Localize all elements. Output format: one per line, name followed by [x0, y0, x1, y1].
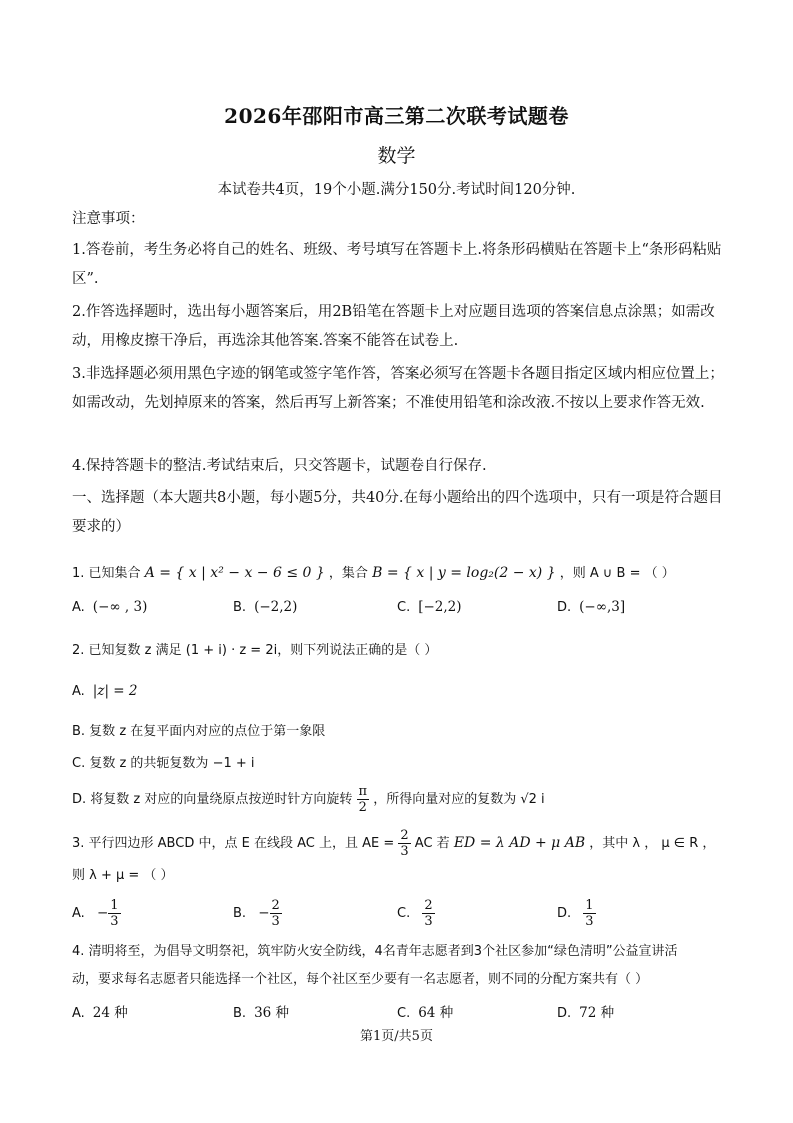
q3-vector-equation: ED = λ AD + μ AB [453, 835, 586, 851]
q2-option-d: D. 将复数 z 对应的向量绕原点按逆时针方向旋转 $\frac{\pi}{2}$ ，所得向量对应的复数为 √2 i [72, 784, 545, 815]
subject-title: 数学 [377, 145, 416, 167]
exam-title: 2026年邵阳市高三第二次联考试题卷 [224, 104, 569, 128]
q1-prefix: 1. 已知集合 [72, 566, 141, 581]
q3-option-d: D. $\frac{1}{3}$ [557, 898, 594, 929]
q4-option-c: C. 64 种 [397, 1005, 454, 1021]
q2-option-b: B. 复数 z 在复平面内对应的点位于第一象限 [72, 724, 326, 739]
q2-option-a: A. |z| = 2 [72, 683, 138, 699]
question-2-stem: 2. 已知复数 z 满足 (1 + i) · z = 2i，则下列说法正确的是（ ） [72, 643, 438, 658]
notice-item-1: 1.答卷前，考生务必将自己的姓名、班级、考号填写在答题卡上.将条形码横贴在答题卡上“条形码粘贴区”. [72, 242, 722, 287]
q4-option-d: D. 72 种 [557, 1005, 615, 1021]
q3-fraction: $\frac{2}{3}$ [400, 828, 409, 859]
q1-set-b: B = { x | y = log₂(2 − x) } [372, 565, 556, 581]
q1-option-c: C. [−2,2) [397, 599, 462, 615]
q4-option-b: B. 36 种 [233, 1005, 290, 1021]
q2-option-c: C. 复数 z 的共轭复数为 −1 + i [72, 756, 255, 771]
q4-option-a: A. 24 种 [72, 1005, 128, 1021]
q1-set-a: A = { x | x² − x − 6 ≤ 0 } [144, 565, 325, 581]
q1-mid: ，集合 [328, 566, 368, 581]
q3-option-c: C. $\frac{2}{3}$ [397, 898, 433, 929]
q3-option-a: A. − $\frac{1}{3}$ [72, 898, 119, 929]
question-3-stem: 3. 平行四边形 ABCD 中，点 E 在线段 AC 上，且 AE = $\frac{2}{3}$ AC 若 ED = λ AD + μ AB ，其中 λ ， μ ∈ R ， [72, 828, 716, 859]
q1-option-a: A. (−∞ , 3) [72, 599, 148, 615]
question-3-line-2: 则 λ + μ = （ ） [72, 868, 174, 883]
notice-heading: 注意事项： [72, 211, 145, 227]
q1-option-b: B. (−2,2) [233, 599, 298, 615]
page-footer: 第1页/共5页 [360, 1029, 433, 1044]
notice-item-4: 4.保持答题卡的整洁.考试结束后，只交答题卡，试题卷自行保存. [72, 458, 487, 474]
question-4-line-1: 4. 清明将至，为倡导文明祭祀，筑牢防火安全防线，4名青年志愿者到3个社区参加“绿色清明”公益宣讲活 [72, 944, 678, 959]
section-1-heading: 一、选择题（本大题共8小题，每小题5分，共40分.在每小题给出的四个选项中，只有一项是符合题目要求的） [72, 490, 723, 535]
question-1-stem [72, 563, 675, 584]
exam-info: 本试卷共4页，19个小题.满分150分.考试时间120分钟. [217, 182, 576, 198]
q1-suffix: ，则 A ∪ B = （ ） [559, 566, 675, 581]
q3-option-b: B. − $\frac{2}{3}$ [233, 898, 280, 929]
q1-option-d: D. (−∞,3] [557, 599, 626, 615]
notice-item-3: 3.非选择题必须用黑色字迹的钢笔或签字笔作答，答案必须写在答题卡各题目指定区域内相应位置上；如需改动，先划掉原来的答案，然后再写上新答案；不准使用铅笔和涂改液.不按以上要求作答无效. [72, 366, 724, 411]
question-4-line-2: 动，要求每名志愿者只能选择一个社区，每个社区至少要有一名志愿者，则不同的分配方案共有（ ） [72, 972, 649, 987]
notice-item-2: 2.作答选择题时，选出每小题答案后，用2B铅笔在答题卡上对应题目选项的答案信息点涂黑；如需改动，用橡皮擦干净后，再选涂其他答案.答案不能答在试卷上. [72, 304, 715, 349]
q2-optd-fraction: $\frac{\pi}{2}$ [358, 784, 368, 815]
